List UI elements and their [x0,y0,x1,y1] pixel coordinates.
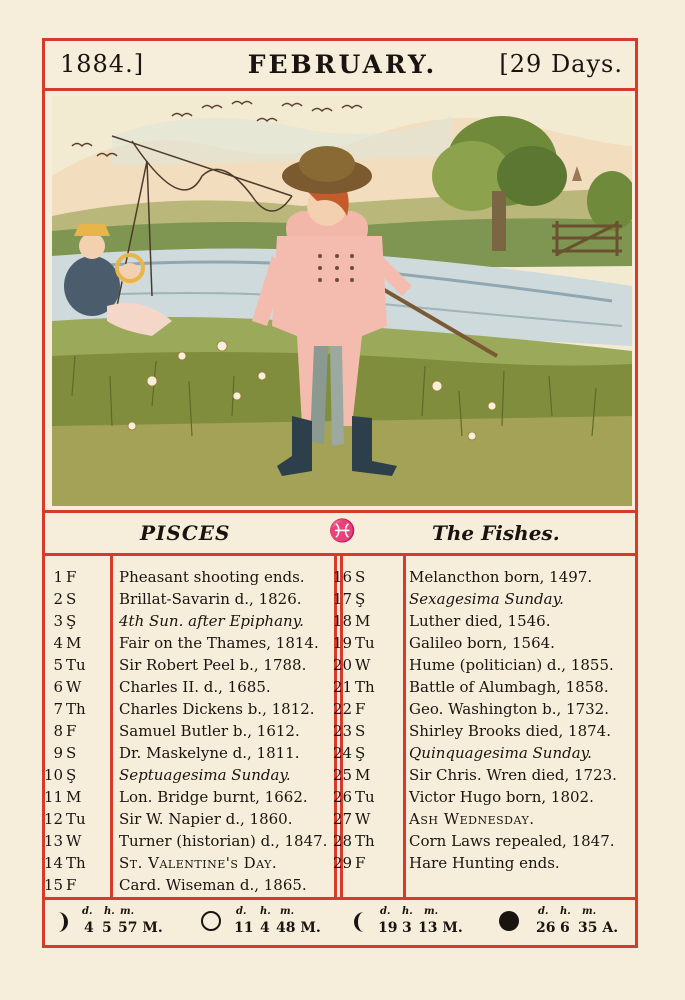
day-number: 7 [53,700,63,718]
weekday: Tu [355,788,375,806]
day-number: 5 [53,656,63,674]
day-event: Corn Laws repealed, 1847. [409,832,615,850]
weekday: S [66,744,77,762]
day-row [316,654,636,676]
day-number: 20 [332,656,352,674]
weekday: Th [66,854,86,872]
day-event: Card. Wiseman d., 1865. [119,876,307,894]
day-event: Septuagesima Sunday. [119,766,291,784]
weekday: M [355,766,371,784]
day-event: Geo. Washington b., 1732. [409,700,609,718]
day-row [316,742,636,764]
day-event: Quinquagesima Sunday. [409,744,592,762]
weekday: M [355,612,371,630]
day-number: 23 [332,722,352,740]
day-number: 22 [332,700,352,718]
day-event: Samuel Butler b., 1612. [119,722,300,740]
weekday: Th [66,700,86,718]
moon-day: 11 [234,920,254,936]
moon-h-label: h. [560,906,571,917]
illustration-bottom-divider [42,510,638,513]
moon-minute: 35 A. [578,920,619,936]
day-number: 21 [332,678,352,696]
header-days: [29 Days. [499,50,623,78]
day-row [27,764,327,786]
day-event: Battle of Alumbagh, 1858. [409,678,609,696]
moon-hour: 5 [102,920,112,936]
day-row [316,698,636,720]
moon-divider [42,897,638,900]
day-number: 24 [332,744,352,762]
day-number: 15 [43,876,63,894]
day-number: 3 [53,612,63,630]
day-number: 8 [53,722,63,740]
day-number: 2 [53,590,63,608]
weekday: Tu [66,656,86,674]
moon-hour: 4 [260,920,270,936]
day-event: Ash Wednesday. [409,810,535,828]
day-row [316,852,636,874]
moon-minute: 57 M. [118,920,163,936]
first-quarter-moon-icon [56,910,70,934]
day-row [316,676,636,698]
day-row [316,808,636,830]
moon-hour: 3 [402,920,412,936]
day-event: Shirley Brooks died, 1874. [409,722,611,740]
day-event: Sir Chris. Wren died, 1723. [409,766,617,784]
day-number: 1 [53,568,63,586]
day-row [316,610,636,632]
day-event: 4th Sun. after Epiphany. [119,612,304,630]
weekday: M [66,634,82,652]
day-event: Fair on the Thames, 1814. [119,634,319,652]
day-row [27,610,327,632]
weekday: M [66,788,82,806]
weekday: Th [355,678,375,696]
moon-d-label: d. [236,906,247,917]
day-number: 26 [332,788,352,806]
moon-d-label: d. [82,906,93,917]
weekday: F [355,700,366,718]
day-row [27,698,327,720]
day-number: 10 [43,766,63,784]
moon-m-label: m. [120,906,135,917]
moon-m-label: m. [582,906,597,917]
day-number: 27 [332,810,352,828]
moon-phase-new [498,908,632,940]
new-moon-icon [498,910,520,932]
weekday: W [66,832,82,850]
weekday: W [66,678,82,696]
day-event: Charles Dickens b., 1812. [119,700,315,718]
day-number: 18 [332,612,352,630]
full-moon-icon [200,910,222,932]
weekday: W [355,810,371,828]
weekday: Tu [66,810,86,828]
day-number: 19 [332,634,352,652]
day-event: Sir Robert Peel b., 1788. [119,656,307,674]
weekday: Ş [66,612,77,630]
day-number: 17 [332,590,352,608]
day-event: Melancthon born, 1497. [409,568,593,586]
day-number: 14 [43,854,63,872]
day-number: 11 [43,788,63,806]
day-row [316,720,636,742]
day-event: Charles II. d., 1685. [119,678,271,696]
weekday: Ş [66,766,77,784]
header-divider [42,88,638,91]
moon-day: 19 [378,920,398,936]
day-row [27,874,327,896]
weekday: F [66,568,77,586]
zodiac-description: The Fishes. [432,521,560,545]
day-row [27,830,327,852]
day-number: 13 [43,832,63,850]
pisces-symbol-icon: ♓ [328,518,357,544]
illustration-boy-fishing [52,96,632,506]
moon-d-label: d. [380,906,391,917]
moon-phase-row [52,908,632,940]
left-day-column [27,566,327,896]
day-number: 4 [53,634,63,652]
day-row [27,566,327,588]
moon-h-label: h. [104,906,115,917]
header-month: FEBRUARY. [247,50,438,79]
day-event: Pheasant shooting ends. [119,568,305,586]
day-event: Lon. Bridge burnt, 1662. [119,788,308,806]
day-row [27,808,327,830]
day-row [27,720,327,742]
day-event: Brillat-Savarin d., 1826. [119,590,302,608]
weekday: S [355,568,366,586]
moon-phase-full [200,908,340,940]
moon-phase-first-quarter [56,908,196,940]
moon-h-label: h. [260,906,271,917]
day-number: 9 [53,744,63,762]
day-row [27,654,327,676]
weekday: S [66,590,77,608]
moon-hour: 6 [560,920,570,936]
day-event: Sir W. Napier d., 1860. [119,810,293,828]
day-row [316,632,636,654]
weekday: F [355,854,366,872]
day-row [316,566,636,588]
day-event: Luther died, 1546. [409,612,551,630]
day-row [27,632,327,654]
day-number: 29 [332,854,352,872]
day-row [316,786,636,808]
right-day-column [316,566,636,874]
day-row [316,830,636,852]
weekday: S [355,722,366,740]
moon-h-label: h. [402,906,413,917]
zodiac-name: PISCES [140,521,231,545]
day-number: 6 [53,678,63,696]
moon-phase-last-quarter [352,908,492,940]
day-event: Dr. Maskelyne d., 1811. [119,744,300,762]
header-year: 1884.] [60,50,145,78]
weekday: Ş [355,590,366,608]
day-event: Galileo born, 1564. [409,634,555,652]
day-row [27,676,327,698]
moon-day: 26 [536,920,556,936]
day-event: Sexagesima Sunday. [409,590,564,608]
day-event: Turner (historian) d., 1847. [119,832,328,850]
day-event: St. Valentine's Day. [119,854,278,872]
moon-d-label: d. [538,906,549,917]
moon-minute: 13 M. [418,920,463,936]
day-number: 28 [332,832,352,850]
day-row [27,786,327,808]
weekday: W [355,656,371,674]
moon-m-label: m. [280,906,295,917]
day-row [27,588,327,610]
day-number: 16 [332,568,352,586]
weekday: Th [355,832,375,850]
day-event: Victor Hugo born, 1802. [409,788,594,806]
day-row [316,764,636,786]
weekday: Tu [355,634,375,652]
day-number: 25 [332,766,352,784]
weekday: F [66,722,77,740]
moon-minute: 48 M. [276,920,321,936]
weekday: F [66,876,77,894]
day-row [27,742,327,764]
weekday: Ş [355,744,366,762]
moon-m-label: m. [424,906,439,917]
moon-day: 4 [84,920,94,936]
last-quarter-moon-icon [352,910,366,934]
day-row [316,588,636,610]
day-event: Hume (politician) d., 1855. [409,656,614,674]
day-event: Hare Hunting ends. [409,854,560,872]
day-number: 12 [43,810,63,828]
day-row [27,852,327,874]
